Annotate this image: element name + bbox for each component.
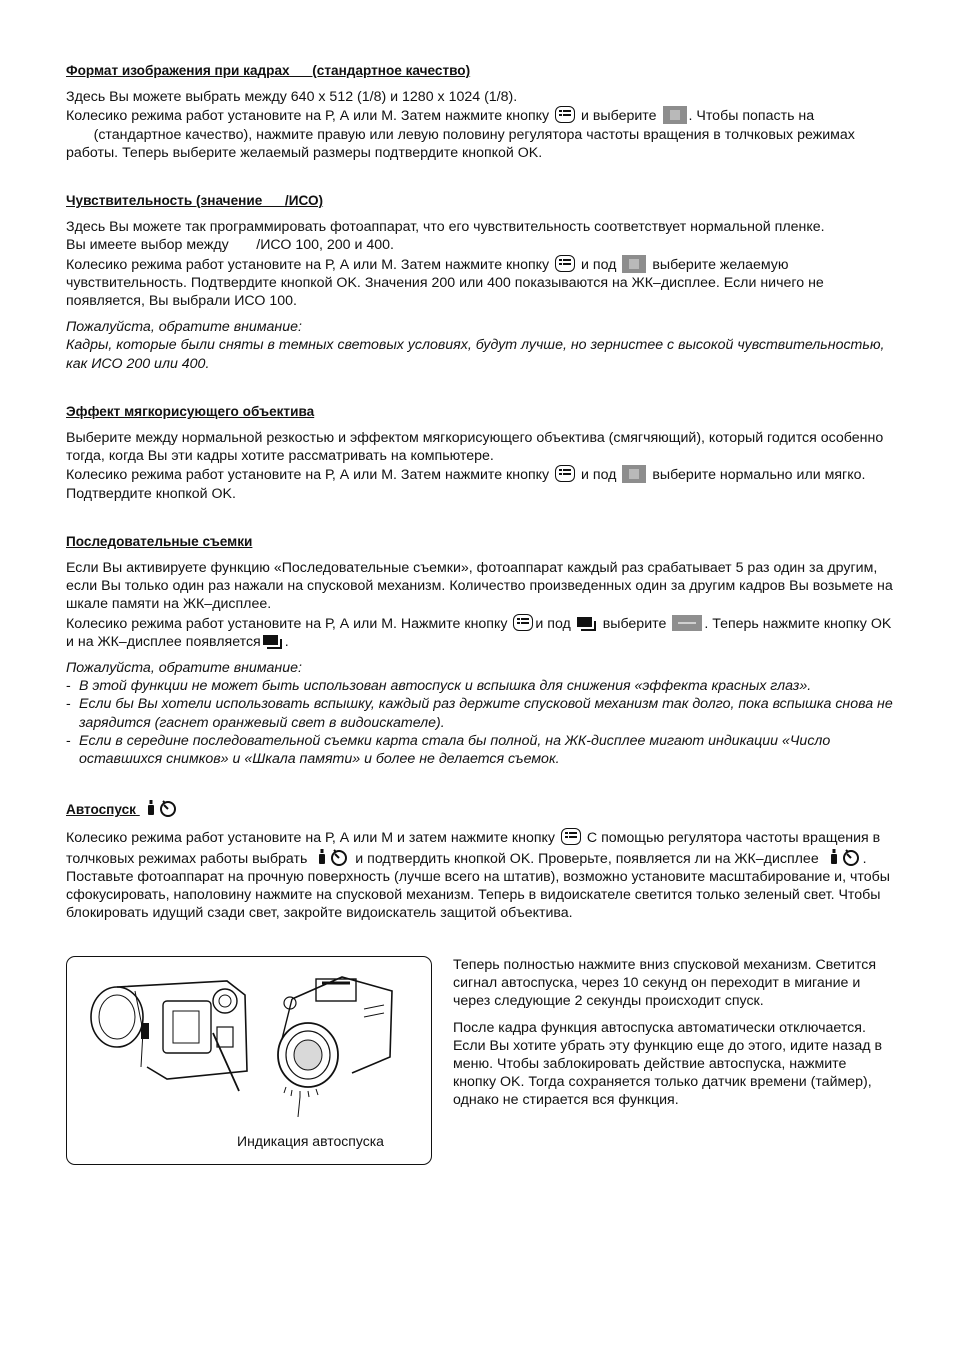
section-heading: Формат изображения при кадрах (стандартное качество) bbox=[66, 63, 471, 78]
section-continuous-shooting bbox=[66, 533, 896, 768]
self-timer-icon bbox=[142, 798, 178, 818]
menu-button-icon bbox=[555, 106, 575, 123]
note bbox=[66, 318, 896, 373]
iso-icon bbox=[622, 255, 646, 273]
right-column-text bbox=[453, 956, 893, 1118]
paragraph: (стандартное качество), нажмите правую или левую половину регулятора частоты вращения в толчковых режимах работы. Теперь выберите желаемый размеры подтвердите кнопкой OK. bbox=[66, 126, 859, 161]
list-item: - Если в середине последовательной съемки карта стала бы полной, на ЖК-дисплее мигают индикации «Число оставшихся снимков» и «Шкала памяти» и более не делается съемок. bbox=[66, 732, 831, 768]
paragraph: Колесико режима работ установите на Р, А или М. Нажмите кнопку и под выберите . Теперь нажмите кнопку OK и на ЖК–дисплее появляется . bbox=[66, 615, 892, 650]
section-heading: Эффект мягкорисующего объектива bbox=[66, 403, 315, 419]
self-timer-icon bbox=[825, 847, 861, 867]
paragraph: Здесь Вы можете так программировать фотоаппарат, что его чувствительность соответствует нормальной пленке. bbox=[66, 219, 825, 236]
menu-button-icon bbox=[513, 614, 533, 631]
note bbox=[66, 659, 896, 768]
figure-caption: Индикация автоспуска bbox=[237, 1133, 384, 1149]
figure-camera-illustration bbox=[66, 956, 432, 1165]
paragraph: Колесико режима работ установите на Р, А или М и затем нажмите кнопку С помощью регулятора частоты вращения в толчковых режимах работы выбрать и подтвердить кнопкой OK. Проверьте, появляется ли на ЖК–дисплее . bbox=[66, 829, 881, 867]
self-timer-icon bbox=[313, 847, 349, 867]
soft-focus-icon bbox=[622, 465, 646, 483]
section-image-format bbox=[66, 62, 896, 162]
section-heading: Автоспуск bbox=[66, 798, 896, 819]
document-page bbox=[66, 62, 896, 923]
paragraph: Поставьте фотоаппарат на прочную поверхность (лучше всего на штатив), возможно установите масштабирование и, чтобы сфокусировать, наполовину нажмите на спусковой механизм. Теперь в видоискателе светится только зеленый свет. Чтобы блокировать идущий сзади свет, закройте видоискатель защитой объектива. bbox=[66, 868, 890, 922]
menu-button-icon bbox=[561, 828, 581, 845]
section-soft-focus bbox=[66, 403, 896, 503]
paragraph: Вы имеете выбор между /ИСО 100, 200 и 400. bbox=[66, 237, 394, 254]
continuous-setting-icon bbox=[672, 615, 702, 631]
note-title: Пожалуйста, обратите внимание: bbox=[66, 319, 302, 336]
continuous-shooting-icon bbox=[263, 635, 283, 649]
continuous-shooting-icon bbox=[577, 617, 597, 631]
section-heading: Чувствительность (значение /ИСО) bbox=[66, 193, 324, 209]
section-self-timer bbox=[66, 798, 896, 922]
menu-button-icon bbox=[555, 255, 575, 272]
note-title: Пожалуйста, обратите внимание: bbox=[66, 660, 302, 677]
paragraph: Теперь полностью нажмите вниз спусковой механизм. Светится сигнал автоспуска, через 10 секунд он переходит в мигание и через следующие 2 секунды происходит спуск. bbox=[453, 957, 877, 1010]
paragraph: Колесико режима работ установите на Р, А или М. Затем нажмите кнопку и выберите . Чтобы попасть на bbox=[66, 108, 815, 125]
section-sensitivity bbox=[66, 192, 896, 373]
paragraph: После кадра функция автоспуска автоматически отключается. Если Вы хотите убрать эту функцию еще до этого, идите назад в меню. Чтобы заблокировать действие автоспуска, нажмите кнопку OK. Тогда сохраняется только датчик времени (таймер), однако не стирается вся функция. bbox=[453, 1019, 882, 1109]
note-text: Кадры, которые были сняты в темных световых условиях, будут лучше, но зернистее с высокой чувствительностью, как ИСО 200 или 400. bbox=[66, 337, 885, 372]
camera-front-illustration bbox=[272, 969, 402, 1119]
camera-back-illustration bbox=[87, 971, 267, 1101]
list-item: - Если бы Вы хотели использовать вспышку, каждый раз держите спусковой механизм так долго, пока вспышка снова не зарядится (гаснет оранжевый свет в видоискателе). bbox=[66, 696, 893, 731]
menu-button-icon bbox=[555, 465, 575, 482]
paragraph: Здесь Вы можете выбрать между 640 x 512 (1/8) и 1280 x 1024 (1/8). bbox=[66, 89, 518, 106]
paragraph: Колесико режима работ установите на Р, А или М. Затем нажмите кнопку и под выберите нормально или мягко. Подтвердите кнопкой OK. bbox=[66, 467, 866, 502]
paragraph: Если Вы активируете функцию «Последовательные съемки», фотоаппарат каждый раз срабатывает 5 раз один за другим, если Вы только один раз нажали на спусковой механизм. Количество произведенных один за другим кадров Вы возьмете на шкале памяти на ЖК–дисплее. bbox=[66, 560, 893, 613]
note-list bbox=[66, 677, 896, 768]
image-size-icon bbox=[663, 106, 687, 124]
section-heading: Последовательные съемки bbox=[66, 533, 253, 549]
paragraph: Колесико режима работ установите на Р, А или М. Затем нажмите кнопку и под выберите желаемую чувствительность. Подтвердите кнопкой OK. Значения 200 или 400 показываются на ЖК–дисплее. Если ничего не появляется, Вы выбрали ИСО 100. bbox=[66, 256, 824, 310]
list-item: - В этой функции не может быть использован автоспуск и вспышка для снижения «эффекта красных глаз». bbox=[66, 678, 812, 695]
paragraph: Выберите между нормальной резкостью и эффектом мягкорисующего объектива (смягчяющий), который годится особенно тогда, когда Вы эти кадры хотите рассматривать на компьютере. bbox=[66, 430, 884, 465]
